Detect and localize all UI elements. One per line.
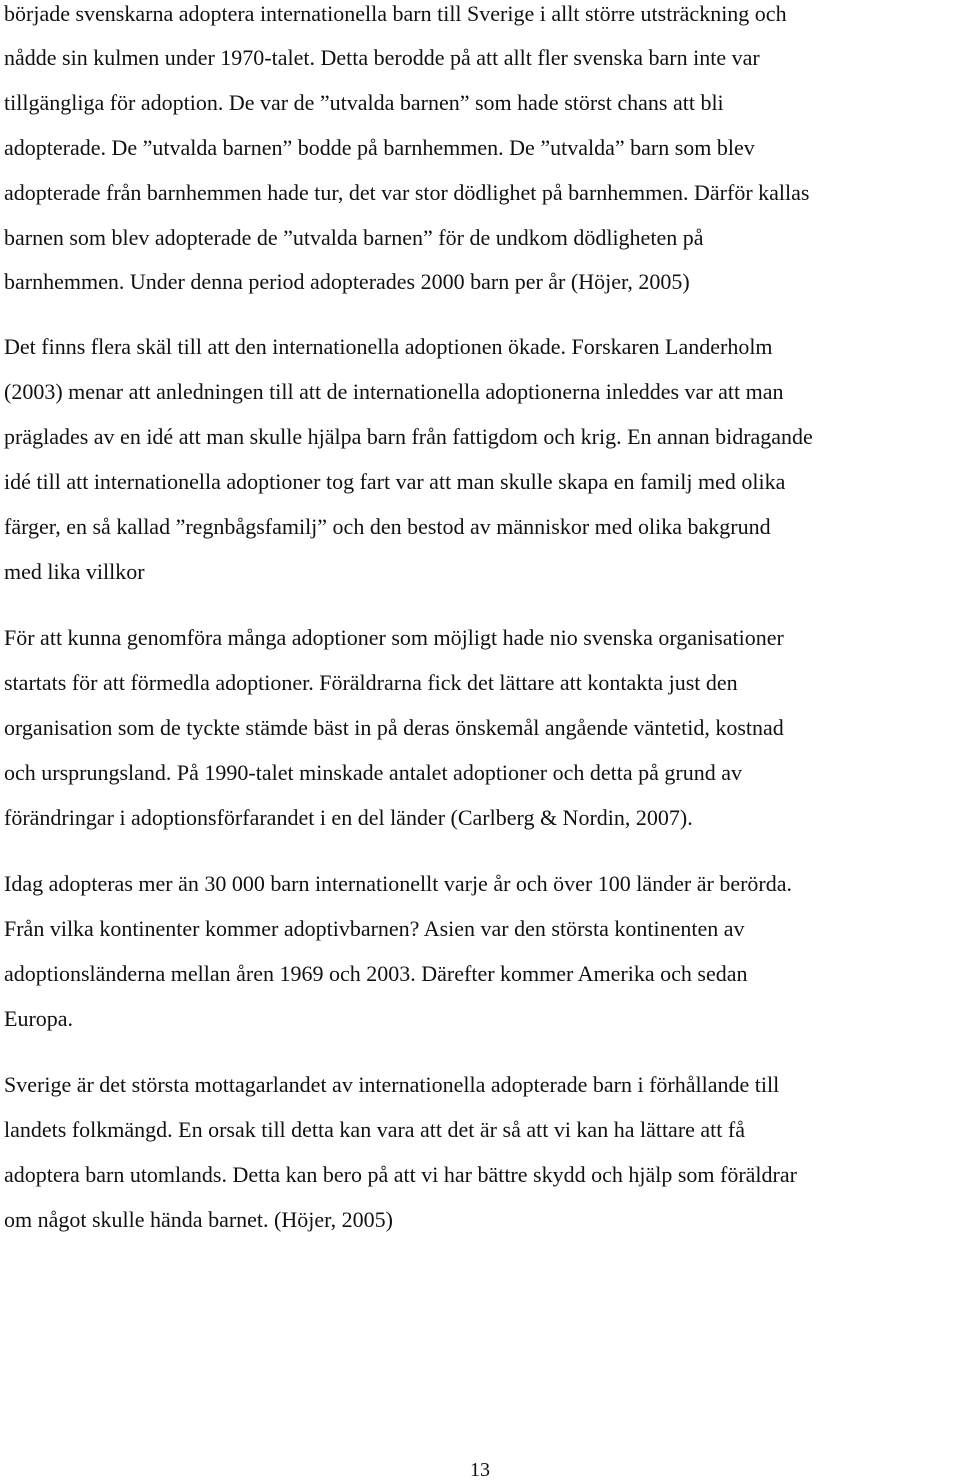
text-line: organisation som de tyckte stämde bäst in på deras önskemål angående väntetid, kostnad xyxy=(4,715,784,740)
text-line: (2003) menar att anledningen till att de internationella adoptionerna inleddes var att man xyxy=(4,379,784,404)
text-line: tillgängliga för adoption. De var de ”utvalda barnen” som hade störst chans att bli xyxy=(4,90,724,115)
text-line: landets folkmängd. En orsak till detta kan vara att det är så att vi kan ha lättare att få xyxy=(4,1117,745,1142)
text-line: om något skulle hända barnet. (Höjer, 2005) xyxy=(4,1207,393,1232)
text-line: Sverige är det största mottagarlandet av internationella adopterade barn i förhållande till xyxy=(4,1072,780,1097)
text-line: adopterade. De ”utvalda barnen” bodde på barnhemmen. De ”utvalda” barn som blev xyxy=(4,135,755,160)
text-line: barnhemmen. Under denna period adopterades 2000 barn per år (Höjer, 2005) xyxy=(4,269,690,294)
text-line: Från vilka kontinenter kommer adoptivbarnen? Asien var den största kontinenten av xyxy=(4,916,745,941)
text-line: adoptionsländerna mellan åren 1969 och 2003. Därefter kommer Amerika och sedan xyxy=(4,961,748,986)
text-line: startats för att förmedla adoptioner. Föräldrarna fick det lättare att kontakta just den xyxy=(4,670,738,695)
text-line: och ursprungsland. På 1990-talet minskade antalet adoptioner och detta på grund av xyxy=(4,760,743,785)
text-line: började svenskarna adoptera internationella barn till Sverige i allt större utsträckning och xyxy=(4,1,787,26)
text-line: För att kunna genomföra många adoptioner som möjligt hade nio svenska organisationer xyxy=(4,625,784,650)
text-line: adopterade från barnhemmen hade tur, det var stor dödlighet på barnhemmen. Därför kallas xyxy=(4,180,810,205)
text-line: präglades av en idé att man skulle hjälpa barn från fattigdom och krig. En annan bidragande xyxy=(4,424,813,449)
text-line: idé till att internationella adoptioner tog fart var att man skulle skapa en familj med olika xyxy=(4,469,786,494)
text-line: förändringar i adoptionsförfarandet i en del länder (Carlberg & Nordin, 2007). xyxy=(4,805,693,830)
text-line: adoptera barn utomlands. Detta kan bero på att vi har bättre skydd och hjälp som föräldrar xyxy=(4,1162,797,1187)
text-line: barnen som blev adopterade de ”utvalda barnen” för de undkom dödligheten på xyxy=(4,225,704,250)
page-number: 13 xyxy=(470,1459,490,1481)
text-line: med lika villkor xyxy=(4,559,145,584)
text-line: färger, en så kallad ”regnbågsfamilj” och den bestod av människor med olika bakgrund xyxy=(4,514,771,539)
text-line: nådde sin kulmen under 1970-talet. Detta berodde på att allt fler svenska barn inte var xyxy=(4,45,760,70)
text-line: Europa. xyxy=(4,1006,74,1031)
text-line: Idag adopteras mer än 30 000 barn internationellt varje år och över 100 länder är berörda. xyxy=(4,871,793,896)
text-line: Det finns flera skäl till att den internationella adoptionen ökade. Forskaren Landerholm xyxy=(4,334,773,359)
